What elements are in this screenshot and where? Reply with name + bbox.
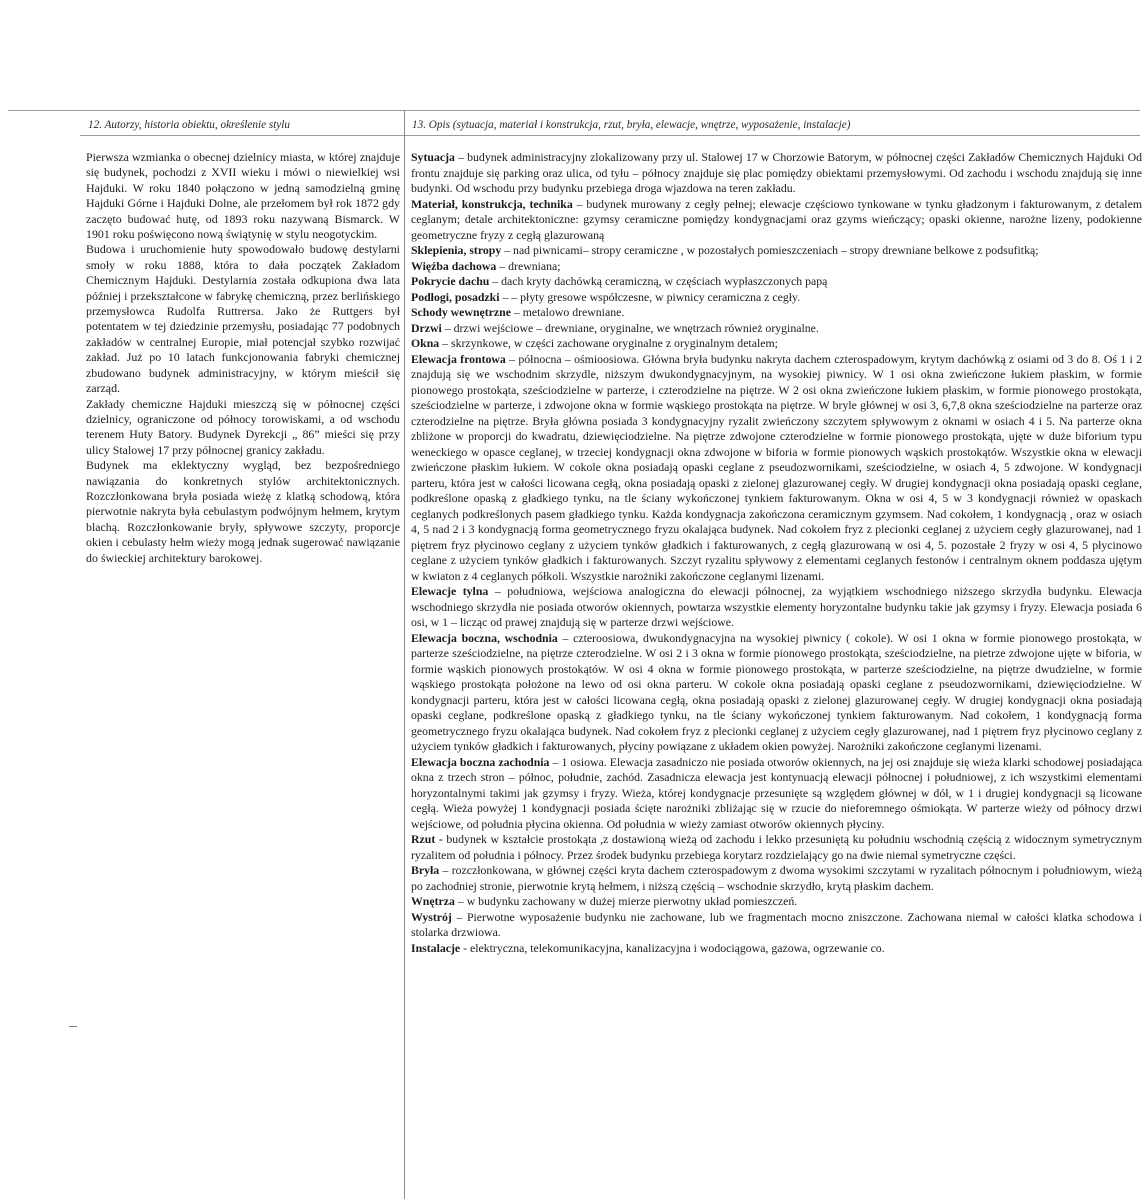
section-text: – budynek murowany z cegły pełnej; elewacje częściowo tynkowane w tynku gładzonym i fakturowanym, z detalem ceglanym; detale architektoniczne: gzymsy ceramiczne pomiędzy kondygnacjami oraz gzyms wieńczący; opaski okienne, narożne lizeny, podokienne geometryczne fryzy z cegłą glazurowaną bbox=[411, 196, 1143, 242]
section-text: – drzwi wejściowe – drewniane, oryginalne, we wnętrzach również oryginalne. bbox=[441, 320, 819, 335]
section-text: – północna – ośmioosiowa. Główna bryła budynku nakryta dachem czterospadowym, krytym dachówką z osiami od 3 do 8. Oś 1 i 2 znajdują się we wschodnim skrzydle, niższym dwukondygnacyjnym, na wysokiej piwnicy. W 1 osi okna zwieńczone łukiem płaskim, w formie pionowego prostokąta, sześciodzielne w parterze, i czterodzielne na piętrze. W 2 osi okna zwieńczone łukiem płaskim, w formie pionowego prostokąta, sześciodzielne w parterze, i zdwojone okna w formie wąskiego prostokąta na piętrze. W bryle głównej w osi 3, 6,7,8 okna sześciodzielne na parterze oraz czterodzielne na piętrze. Bryła główna posiada 3 kondygnacyjny ryzalit zwieńczony szczytem spływowym z oknami w osiach 4 i 5. Na parterze okna zbliżone w proporcji do kwadratu, dziewięciodzielne. Na piętrze zdwojone czterodzielne w formie pionowego prostokąta, ujęte w duże biforium typu weneckiego w opasce ceglanej, w trzeciej kondygnacji okna zdwojone w biforia w formie pionowych wąskich prostokątów. Wszystkie okna w elewacji zwieńczone płaskim łukiem. W cokole okna posiadają opaski ceglane z pseudozwornikami, sześciodzielne, w osiach 4, 5 zdwojone. W kondygnacji parteru, która jest w całości licowana cegłą, okna posiadają opaski z zielonej glazurowanej cegły. W drugiej kondygnacji okna posiadają opaski ceglane, podkreślone opaską z gładkiego tynku, na tle ściany wykończonej tynkiem fakturowanym. Okna w osi 4, 5 w 3 kondygnacji również w opaskach ceglanych podkreślonych pasem gładkiego tynku. Każda kondygnacja zakończona ceramicznym gzymsem. Nad cokołem, 1 kondygnacją , oraz w osiach 4, 5 nad 2 i 3 kondygnacją forma geometrycznego fryzu okalająca budynek. Nad cokołem fryz z plecionki ceglanej z użyciem cegły glazurowanej, nad 1 piętrem fryz płycinowo ceglany z użyciem tynków gładkich i fakturowanych, z cegłą glazurowaną w osi 4, 5. pozostałe 2 fryzy w osi 4, 5 płycinowo ceglane z użyciem tynków gładkich i fakturowanych. Szczyt ryzalitu spływowy z elementami ceglanych festonów i centralnym oknem poddasza ujętym w kwiaton z 4 ceglanych półkoli. Wszystkie narożniki zakończone ceglanymi lizenami. bbox=[411, 351, 1143, 583]
section-label: Pokrycie dachu bbox=[411, 274, 490, 288]
section-okna bbox=[411, 336, 1142, 352]
section-label: Elewacja frontowa bbox=[411, 351, 506, 366]
section-sklepienia bbox=[411, 243, 1142, 259]
section-label: Instalacje bbox=[411, 940, 461, 955]
section-label: Elewacja boczna, wschodnia bbox=[411, 630, 558, 645]
section-text: - elektryczna, telekomunikacyjna, kanalizacyjna i wodociągowa, gazowa, ogrzewanie co. bbox=[460, 940, 885, 955]
history-paragraph: Budynek ma eklektyczny wygląd, bez bezpośredniego nawiązania do konkretnych stylów architektonicznych. Rozczłonkowana bryła posiada wieżę z klatką schodową, która pierwotnie nakryta była cebulastym podwójnym hełmem, krytym blachą. Rozczłonkowanie bryły, spływowe szczyty, proporcje okien i cebulasty hełm wieży mogą jednak sugerować nawiązanie do świeckiej architektury barokowej. bbox=[86, 458, 400, 565]
section-drzwi bbox=[411, 321, 1142, 337]
section-label: Elewacja boczna zachodnia bbox=[411, 754, 550, 769]
section-material bbox=[411, 197, 1142, 244]
section-label: Wystrój bbox=[411, 909, 452, 924]
section-text: – czteroosiowa, dwukondygnacyjna na wysokiej piwnicy ( cokole). W osi 1 okna w formie pionowego prostokąta, w parterze sześciodzielne, na piętrze czterodzielne. W osi 2 i 3 okna w formie pionowego prostokąta, sześciodzielne, na pietrze zdwojone ujęte w biforia, w formie wąskich pionowych prostokątów. W osi 4 okna w formie pionowego prostokąta, w parterze sześciodzielne, na piętrze dwudzielne, w formie wąskiego prostokąta położone na lewo od osi okna parteru. W cokole okna posiadają opaski ceglane z pseudozwornikami, dziewięciodzielne. W kondygnacji parteru, która jest w całości licowana cegłą, okna posiadają opaski z zielonej glazurowanej cegły. W drugiej kondygnacji okna posiadają opaski ceglane, podkreślone opaską z gładkiego tynku, na tle ściany wykończonej tynkiem fakturowanym. Nad cokołem, 1 kondygnacją forma geometrycznego fryzu okalająca budynek. Nad cokołem fryz z plecionki ceglanej z użyciem cegły glazurowanej, nad 1 piętrem fryz płycinowo ceglany z użyciem tynków gładkich i fakturowanych, płyciny powiązane z układem okien powyżej. Narożniki zakończone ceglanymi lizenami. bbox=[411, 630, 1142, 753]
section-label: Materiał, konstrukcja, technika bbox=[411, 196, 573, 211]
column-divider bbox=[404, 111, 405, 1199]
section-rzut bbox=[411, 832, 1142, 863]
section-text: – 1 osiowa. Elewacja zasadniczo nie posiada otworów okiennych, na jej osi znajduje się wieża klarki schodowej posiadająca okna z trzech stron – północ, południe, zachód. Zasadnicza elewacja jest kontynuacją elewacji północnej i południowej, z ich wszystkimi elementami horyzontalnymi takimi jak gzymsy i fryzy. Wieża, której kondygnacje przesunięte są względem głównej w dół, w 1 i drugiej kondygnacji są licowane cegłą. Wieża powyżej 1 kondygnacji posiada ścięte narożniki zbliżając się w rzucie do nieforemnego ośmiokąta. W parterze wieży od północy drzwi wejściowe, od południa płycina okienna. Od południa w wieży zamiast otworów okiennych płyciny. bbox=[411, 754, 1143, 831]
section-text: – skrzynkowe, w części zachowane oryginalne z oryginalnym detalem; bbox=[439, 336, 778, 350]
left-column-header: 12. Autorzy, historia obiektu, określenie stylu bbox=[88, 119, 290, 131]
section-label: Sklepienia, stropy bbox=[411, 243, 502, 257]
section-sytuacja bbox=[411, 150, 1142, 197]
section-wystroj bbox=[411, 910, 1142, 941]
section-text: – nad piwnicami– stropy ceramiczne , w pozostałych pomieszczeniach – stropy drewniane belkowe z podsufitką; bbox=[501, 243, 1039, 257]
history-paragraph: Pierwsza wzmianka o obecnej dzielnicy miasta, w której znajduje się budynek, pochodzi z XVII wieku i mówi o niewielkiej wsi Hajduki. W roku 1840 połączono w jedną samodzielną gminę Hajduki Górne i Hajduki Dolne, ale przełomem był rok 1872 gdy zaczęto budować hutę, od 1893 roku nazywaną Bismarck. W 1901 roku poświęcono nową świątynię w stylu neogotyckim. bbox=[86, 150, 400, 242]
section-text: – drewniana; bbox=[496, 258, 561, 273]
section-label: Schody wewnętrzne bbox=[411, 305, 511, 319]
left-header-rule bbox=[80, 135, 404, 136]
section-label: Rzut - bbox=[411, 832, 443, 846]
right-header-rule bbox=[405, 135, 1140, 136]
section-text: – Pierwotne wyposażenie budynku nie zachowane, lub we fragmentach mocno zniszczone. Zachowana niemal w całości klatka schodowa i stolarka drzwiowa. bbox=[411, 909, 1142, 939]
section-bryla bbox=[411, 863, 1142, 894]
section-elewacja-zachodnia bbox=[411, 755, 1142, 833]
history-paragraph: Budowa i uruchomienie huty spowodowało budowę destylarni smoły w roku 1888, która to dała początek Zakładom Chemicznym Hajduki. Destylarnia została odkupiona dwa lata później i przekształcone w fabrykę chemiczną, przez berlińskiego przemysłowca Rudolfa Ruttrersa. Jako że Ruttgers był potentatem w tej dziedzinie przemysłu, posiadając 77 podobnych zakładów w centralnej Europie, miał potencjał szybko rozwijać zakład. Już po 10 latach funkcjonowania fabryki chemicznej zbudowano budynek administracyjny, w którym mieścił się zarząd. bbox=[86, 242, 400, 396]
history-paragraph: Zakłady chemiczne Hajduki mieszczą się w północnej części dzielnicy, ograniczone od północy torowiskami, a od wschodu terenem Huty Batory. Budynek Dyrekcji „ 86” mieści się przy ulicy Stalowej 17 przy północnej granicy zakładu. bbox=[86, 396, 400, 457]
section-podlogi bbox=[411, 290, 1142, 306]
section-schody bbox=[411, 305, 1142, 321]
section-label: Sytuacja bbox=[411, 150, 455, 164]
section-text: budynek w kształcie prostokąta ,z dostawioną wieżą od zachodu i lekko przesuniętą ku południu wschodnią częścią z widocznym symetrycznym ryzalitem od południa i północy. Przez środek budynku przebiega korytarz rozdzielający go na dwie niemal symetryczne części. bbox=[411, 832, 1143, 862]
right-column-header: 13. Opis (sytuacja, materiał i konstrukcja, rzut, bryła, elewacje, wnętrze, wyposażenie, instalacje) bbox=[412, 119, 851, 131]
section-instalacje bbox=[411, 941, 1142, 957]
section-label: Wnętrza bbox=[411, 894, 455, 908]
section-elewacja-tylna bbox=[411, 584, 1142, 631]
section-text: – w budynku zachowany w dużej mierze pierwotny układ pomieszczeń. bbox=[454, 894, 798, 908]
section-elewacja-wschodnia bbox=[411, 631, 1142, 755]
section-wnetrza bbox=[411, 894, 1142, 910]
section-label: Więźba dachowa bbox=[411, 258, 497, 273]
section-pokrycie bbox=[411, 274, 1142, 290]
section-label: Okna bbox=[411, 336, 440, 350]
section-label: Elewacje tylna bbox=[411, 584, 489, 598]
section-text: – południowa, wejściowa analogiczna do elewacji północnej, za wyjątkiem wschodniego niższego skrzydła budynku. Elewacja wschodniego skrzydła nie posiada otworów okiennych, powtarza wszystkie elementy horyzontalne budynku takie jak gzymsy i fryzy. Elewacja posiada 6 osi, w 1 – licząc od prawej znajdują się w parterze drzwi wejściowe. bbox=[411, 584, 1142, 629]
margin-mark bbox=[69, 1026, 77, 1027]
section-text: – dach kryty dachówką ceramiczną, w częściach wypłaszczonych papą bbox=[489, 274, 828, 288]
section-text: – metalowo drewniane. bbox=[510, 305, 625, 319]
top-rule bbox=[8, 110, 1140, 111]
section-label: Drzwi bbox=[411, 320, 442, 335]
section-text: – budynek administracyjny zlokalizowany przy ul. Stalowej 17 w Chorzowie Batorym, w północnej części Zakładów Chemicznych Hajduki Od frontu znajduje się parking oraz ulica, od tyłu – północy znajduje się plac pomiędzy obiektami przemysłowymi. Od zachodu i wschodu znajdują się inne budynki. Od wschodu przy budynku przebiega droga wjazdowa na teren zakładu. bbox=[411, 150, 1142, 195]
section-label: Podłogi, posadzki bbox=[411, 289, 500, 304]
section-wiezba bbox=[411, 259, 1142, 275]
description-column bbox=[411, 150, 1142, 956]
section-elewacja-frontowa bbox=[411, 352, 1142, 585]
section-label: Bryła bbox=[411, 863, 440, 877]
section-text: – rozczłonkowana, w głównej części kryta dachem czterospadowym z dwoma wysokimi szczytami w ryzalitach północnym i południowym, wieżą po zachodniej stronie, pierwotnie krytą hełmem, i niższą częścią – wschodnie skrzydło, krytą płaskim dachem. bbox=[411, 863, 1142, 893]
section-text: – – płyty gresowe współczesne, w piwnicy ceramiczna z cegły. bbox=[499, 289, 801, 304]
history-column bbox=[86, 150, 400, 566]
